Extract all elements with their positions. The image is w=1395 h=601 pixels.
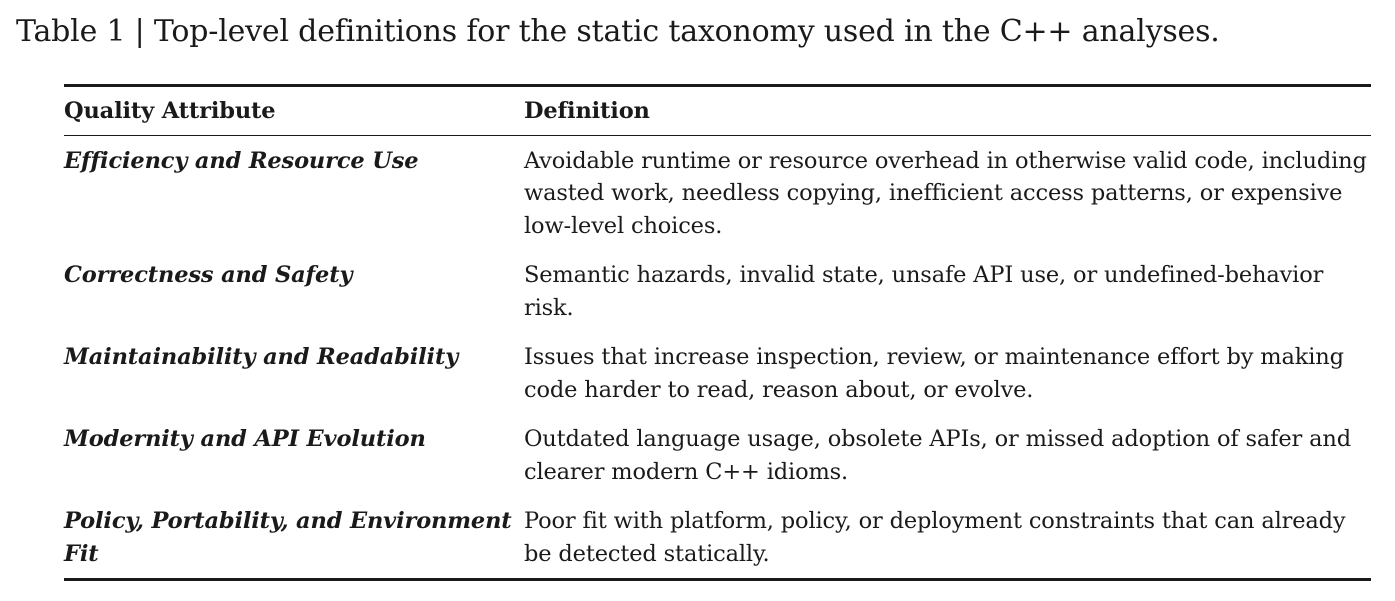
row-definition: Poor fit with platform, policy, or deployment constraints that can already be detected statically. [524,508,1346,567]
table-row [64,415,1371,497]
row-definition: Outdated language usage, obsolete APIs, or missed adoption of safer and clearer modern C++ idioms. [524,426,1351,485]
table-row [64,251,1371,333]
row-attribute: Policy, Portability, and Environment Fit [64,508,512,567]
row-definition: Avoidable runtime or resource overhead in otherwise valid code, including wasted work, needless copying, inefficient access patterns, or expensive low-level choices. [524,147,1367,239]
row-attribute: Efficiency and Resource Use [64,147,419,174]
row-definition: Semantic hazards, invalid state, unsafe API use, or undefined-behavior risk. [524,262,1324,321]
header-row [64,86,1371,136]
taxonomy-table-container [64,84,1371,581]
row-attribute: Modernity and API Evolution [64,426,426,452]
table-row [64,135,1371,251]
table-caption: Table 1 | Top-level definitions for the static taxonomy used in the C++ analyses. [16,14,1220,49]
table-row [64,333,1371,415]
taxonomy-table [64,84,1371,581]
row-attribute: Correctness and Safety [64,262,353,288]
header-definition: Definition [524,98,650,124]
header-quality-attribute: Quality Attribute [64,98,276,124]
table-body [64,135,1371,580]
row-definition: Issues that increase inspection, review, or maintenance effort by making code harder to read, reason about, or evolve. [524,344,1344,403]
table-row [64,497,1371,580]
table-header [64,86,1371,136]
row-attribute: Maintainability and Readability [64,344,459,370]
